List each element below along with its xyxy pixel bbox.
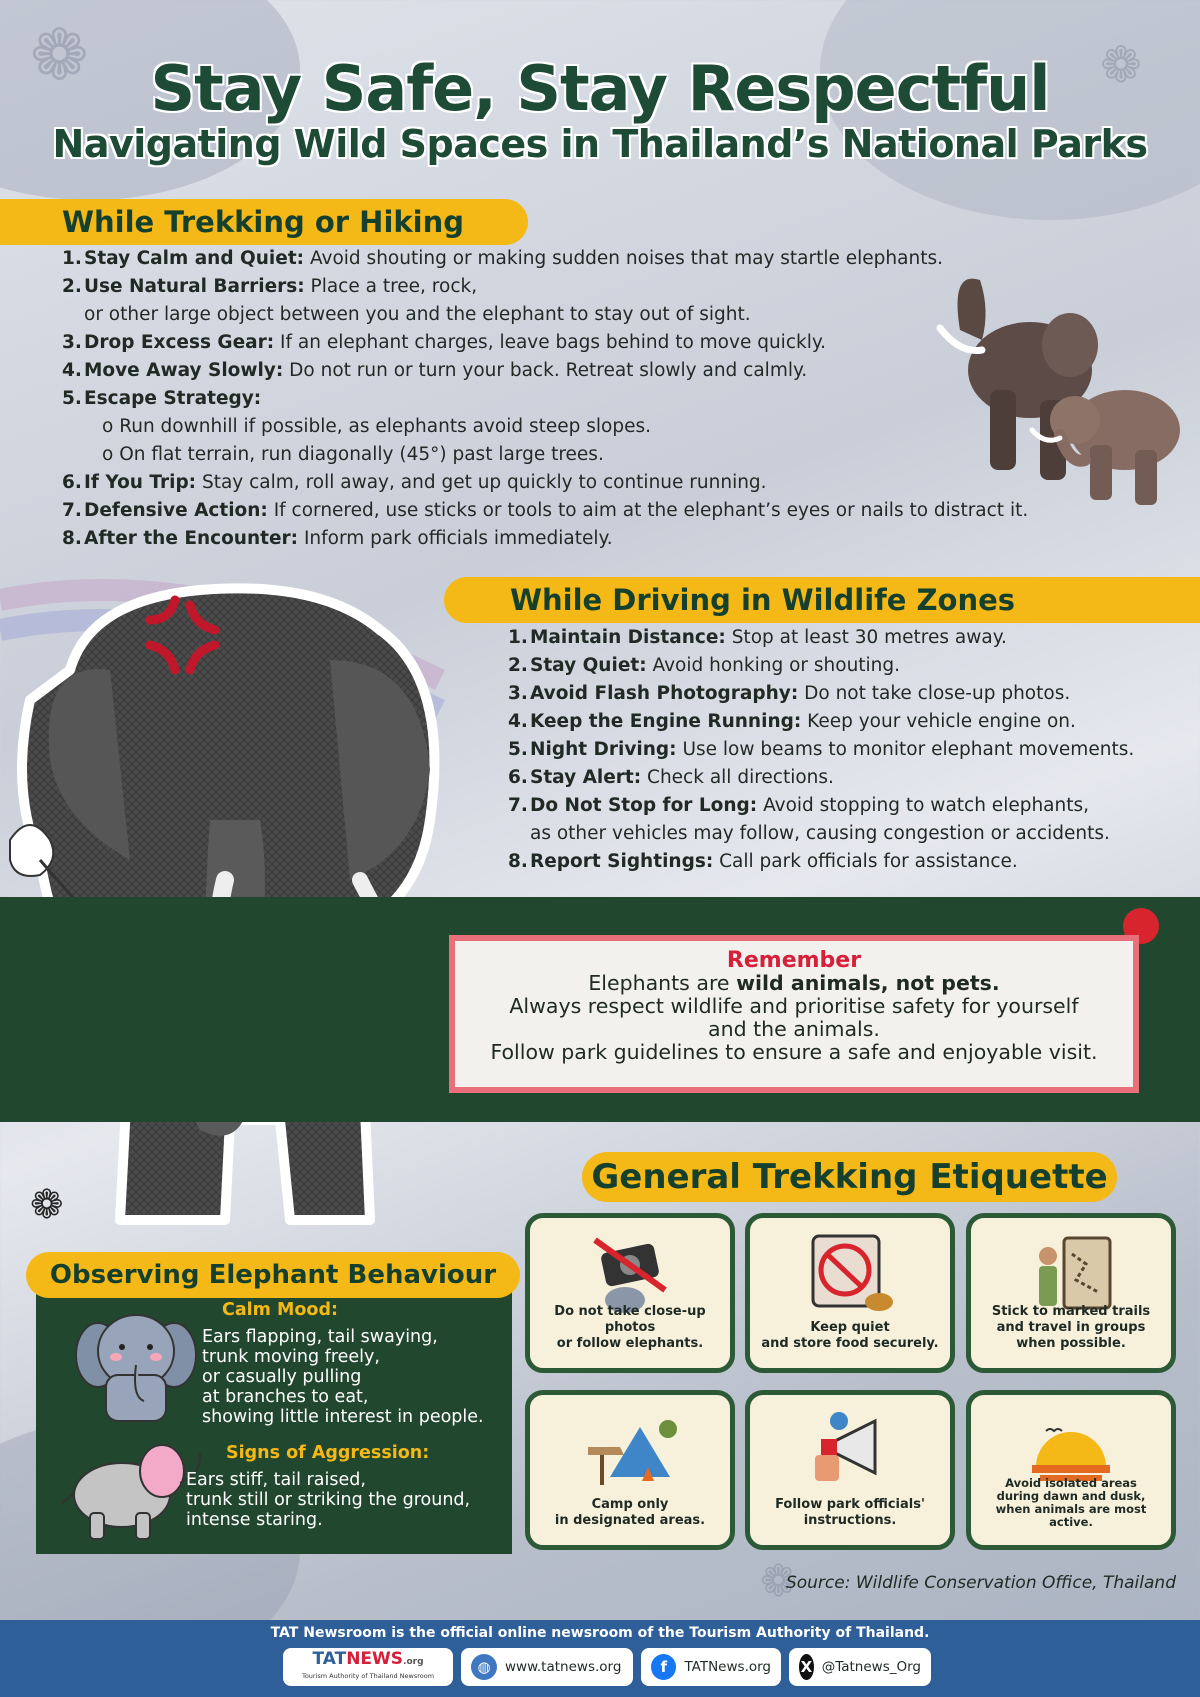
page-title: Stay Safe, Stay Respectful [150,52,1050,125]
paw-print-icon: ❁ [1100,36,1142,94]
list-item: 2. Use Natural Barriers: Place a tree, rock, [62,276,478,297]
remember-box [449,935,1139,1093]
tat-news-logo[interactable]: TATNEWS.org Tourism Authority of Thailand Newsroom [283,1648,453,1686]
list-item: o On flat terrain, run diagonally (45°) past large trees. [102,444,604,465]
list-item-continuation: or other large object between you and the elephant to stay out of sight. [84,304,751,325]
list-item: 3. Drop Excess Gear: If an elephant charges, leave bags behind to move quickly. [62,332,827,353]
aggression-text [186,1470,470,1530]
list-item: 6. Stay Alert: Check all directions. [508,767,834,788]
facebook-link[interactable]: f TATNews.org [641,1648,781,1686]
list-item: 5. Night Driving: Use low beams to monitor elephant movements. [508,739,1135,760]
x-icon: X [799,1654,814,1680]
list-item: o Run downhill if possible, as elephants avoid steep slopes. [102,416,651,437]
driving-heading [444,577,1200,623]
remember-heading: Remember [726,948,862,973]
list-item: 3. Avoid Flash Photography: Do not take close-up photos. [508,683,1071,704]
quiet-food-icon [805,1230,895,1320]
calm-elephant-icon [74,1305,198,1427]
source-credit: Source: Wildlife Conservation Office, Thailand [785,1573,1176,1593]
remember-line-4: Follow park guidelines to ensure a safe and enjoyable visit. [490,1040,1098,1064]
list-item: 8. After the Encounter: Inform park officials immediately. [62,528,613,549]
etiquette-card: Camp only in designated areas. [525,1390,735,1550]
behaviour-heading-text: Observing Elephant Behaviour [49,1260,497,1290]
list-item: 7. Defensive Action: If cornered, use sticks or tools to aim at the elephant’s eyes or nails to distract it. [62,500,1029,521]
footer [0,1620,1200,1697]
text-line: trunk still or striking the ground, [186,1490,471,1510]
text-line: intense staring. [186,1510,323,1530]
paw-print-icon: ❁ [760,1556,797,1607]
list-item: 8. Report Sightings: Call park officials for assistance. [508,851,1018,872]
remember-line-2: Always respect wildlife and prioritise safety for yourself [509,994,1079,1018]
globe-icon: ◍ [471,1654,497,1680]
page-subtitle: Navigating Wild Spaces in Thailand’s National Parks [52,122,1148,166]
remember-line-3: and the animals. [708,1017,880,1041]
etiquette-card: Stick to marked trails and travel in groups when possible. [966,1213,1176,1373]
aggression-heading: Signs of Aggression: [226,1443,430,1463]
text-line: trunk moving freely, [202,1347,380,1367]
camp-tent-icon [580,1407,680,1497]
text-line: Ears flapping, tail swaying, [202,1327,438,1347]
driving-list [508,624,1134,876]
megaphone-icon [805,1407,895,1497]
remember-line-1: Elephants are wild animals, not pets. [588,971,1000,995]
etiquette-heading [582,1152,1117,1202]
list-item: 4. Keep the Engine Running: Keep your vehicle engine on. [508,711,1076,732]
text-line: or casually pulling [202,1367,362,1387]
facebook-icon: f [651,1654,676,1680]
list-item: 1. Stay Calm and Quiet: Avoid shouting or making sudden noises that may startle elephants. [62,248,943,269]
etiquette-card: Avoid isolated areas during dawn and dusk, when animals are most active. [966,1390,1176,1550]
calm-mood-heading: Calm Mood: [222,1300,338,1320]
list-item: 1. Maintain Distance: Stop at least 30 metres away. [508,627,1007,648]
trekking-heading [0,199,528,245]
text-line: showing little interest in people. [202,1407,484,1427]
list-item: 5. Escape Strategy: [62,388,262,409]
x-link[interactable]: X @Tatnews_Org [789,1648,931,1686]
etiquette-card: Keep quiet and store food securely. [745,1213,955,1373]
list-item-continuation: as other vehicles may follow, causing congestion or accidents. [530,823,1110,844]
trekking-heading-text: While Trekking or Hiking [62,205,465,239]
driving-heading-text: While Driving in Wildlife Zones [510,583,1016,617]
paw-print-icon: ❁ [30,1182,64,1228]
list-item: 7. Do Not Stop for Long: Avoid stopping to watch elephants, [508,795,1090,816]
text-line: at branches to eat, [202,1387,369,1407]
list-item: 6. If You Trip: Stay calm, roll away, and get up quickly to continue running. [62,472,767,493]
behaviour-heading [26,1252,520,1298]
etiquette-card: Do not take close-up photos or follow elephants. [525,1213,735,1373]
text-line: Ears stiff, tail raised, [186,1470,366,1490]
website-link[interactable]: ◍ www.tatnews.org [461,1648,633,1686]
trekking-list [62,245,1028,553]
list-item: 4. Move Away Slowly: Do not run or turn your back. Retreat slowly and calmly. [62,360,808,381]
calm-mood-text [202,1327,484,1427]
footer-text: TAT Newsroom is the official online newsroom of the Tourism Authority of Thailand. [270,1625,930,1641]
elephant-pair-illustration [920,270,1200,510]
list-item: 2. Stay Quiet: Avoid honking or shouting. [508,655,901,676]
etiquette-card: Follow park officials' instructions. [745,1390,955,1550]
etiquette-heading-text: General Trekking Etiquette [591,1157,1108,1197]
paw-print-icon: ❁ [30,14,89,96]
